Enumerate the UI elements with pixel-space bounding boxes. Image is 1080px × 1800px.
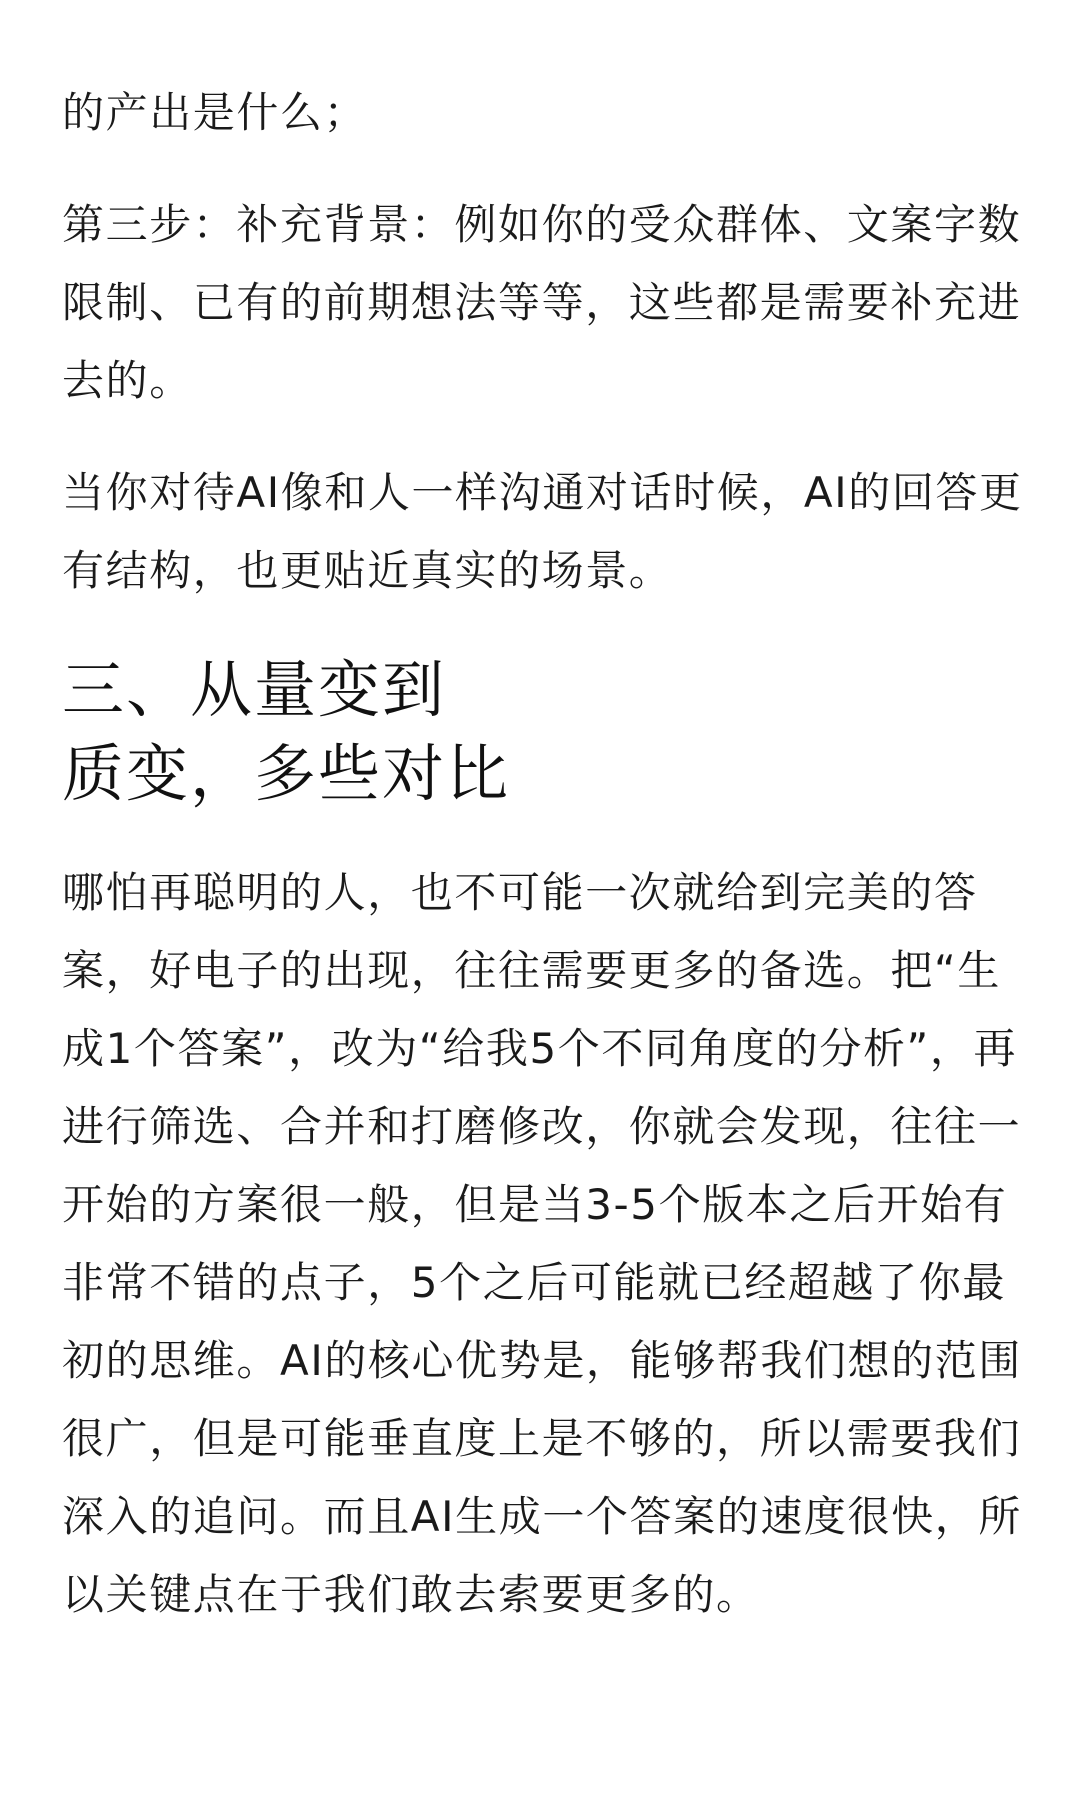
text-line: 成1个答案”，改为“给我5个不同角度的分析”，再 (62, 1024, 1018, 1073)
text-line: 去的。 (62, 356, 193, 405)
text-line: 进行筛选、合并和打磨修改，你就会发现，往往一 (62, 1102, 1022, 1151)
article-body (62, 74, 1028, 1634)
text-line: 案，好电子的出现，往往需要更多的备选。把“生 (62, 946, 1001, 995)
text-line: 哪怕再聪明的人，也不可能一次就给到完美的答 (62, 868, 978, 917)
section-heading (62, 648, 1028, 816)
text-line: 很广，但是可能垂直度上是不够的，所以需要我们 (62, 1414, 1022, 1463)
text-line: 初的思维。AI的核心优势是，能够帮我们想的范围 (62, 1336, 1022, 1385)
text-line: 当你对待AI像和人一样沟通对话时候，AI的回答更 (62, 468, 1023, 517)
paragraph-ai-communication (62, 454, 1028, 610)
text-line: 的产出是什么； (62, 88, 368, 137)
text-line: 第三步：补充背景：例如你的受众群体、文案字数 (62, 200, 1022, 249)
text-line: 以关键点在于我们敢去索要更多的。 (62, 1570, 760, 1619)
heading-line: 三、从量变到 (62, 653, 447, 726)
paragraph-continuation (62, 74, 1028, 152)
text-line: 深入的追问。而且AI生成一个答案的速度很快，所 (62, 1492, 1022, 1541)
text-line: 限制、已有的前期想法等等，这些都是需要补充进 (62, 278, 1022, 327)
text-line: 非常不错的点子，5个之后可能就已经超越了你最 (62, 1258, 1006, 1307)
paragraph-step-three (62, 186, 1028, 420)
paragraph-more-options (62, 854, 1028, 1634)
heading-line: 质变，多些对比 (62, 737, 511, 810)
text-line: 有结构，也更贴近真实的场景。 (62, 546, 673, 595)
text-line: 开始的方案很一般，但是当3-5个版本之后开始有 (62, 1180, 1008, 1229)
